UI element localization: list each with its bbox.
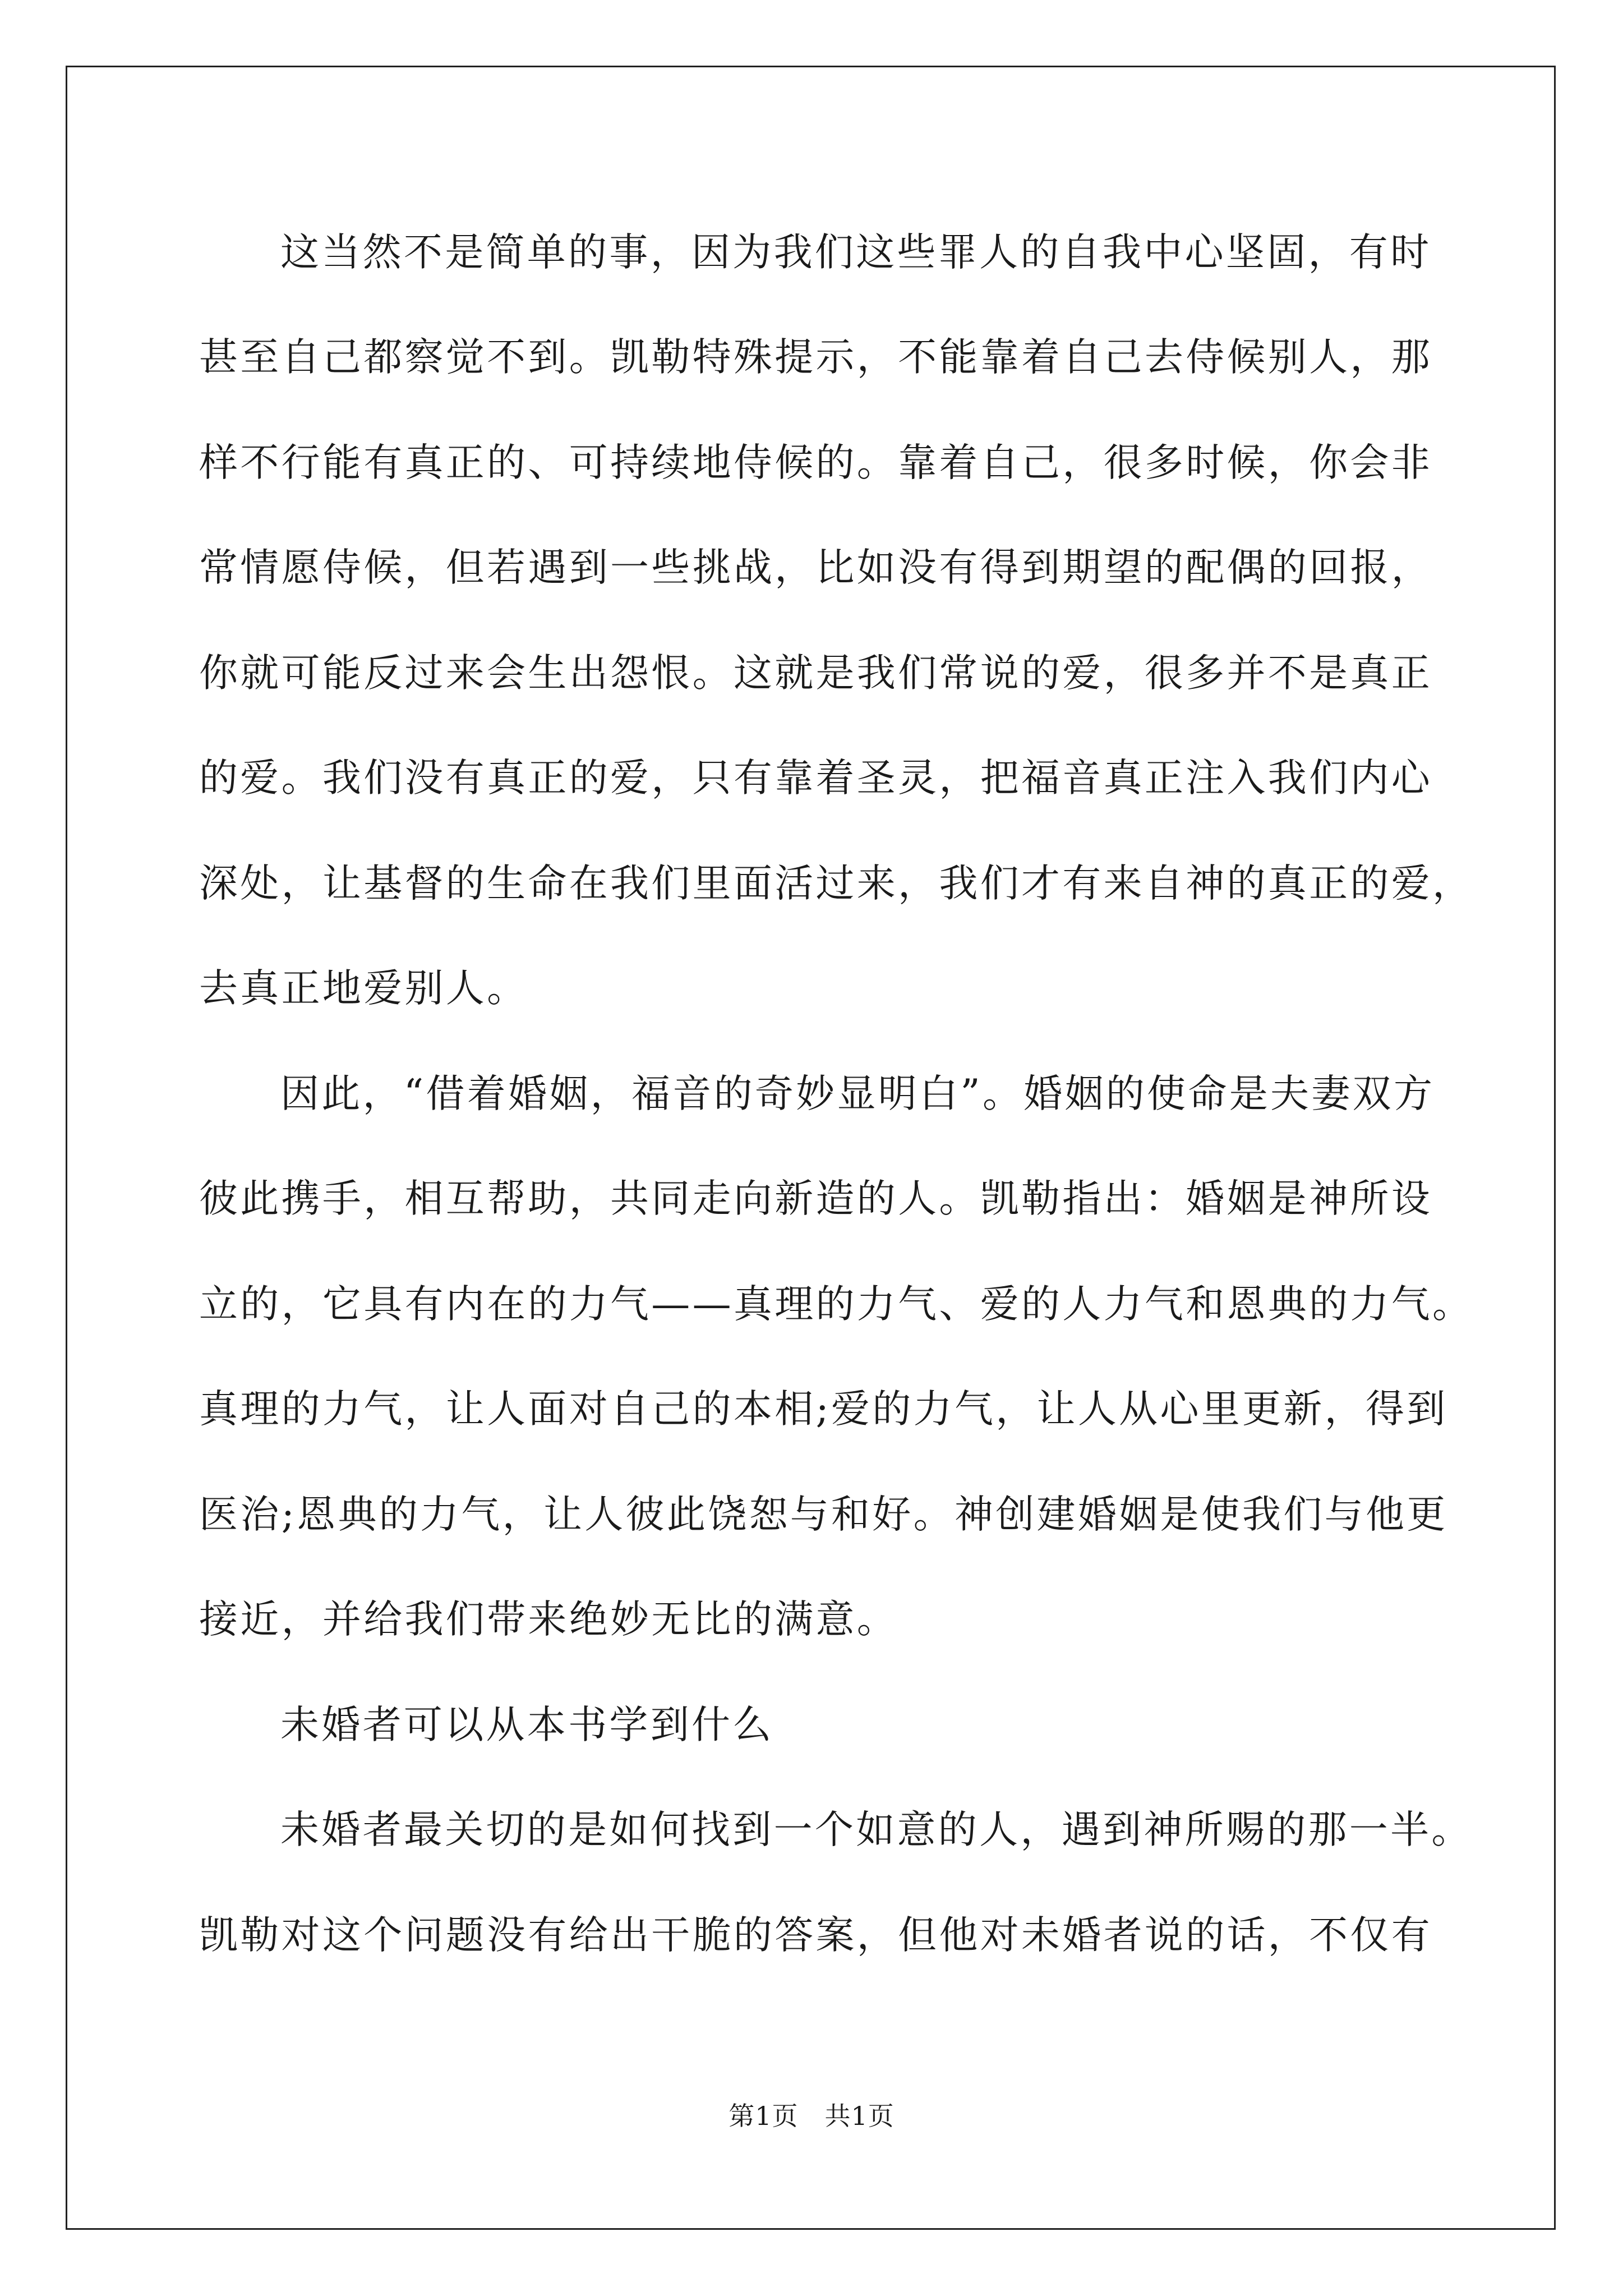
text-line: 未婚者最关切的是如何找到一个如意的人，遇到神所赐的那一半。 xyxy=(280,1807,1473,1852)
text-line: 因此，“借着婚姻，福音的奇妙显明白”。婚姻的使命是夫妻双方 xyxy=(280,1071,1435,1116)
text-line: 常情愿侍候，但若遇到一些挑战，比如没有得到期望的配偶的回报， xyxy=(199,545,1432,590)
text-line: 去真正地爱别人。 xyxy=(199,966,528,1011)
page-footer: 第1页 共1页 xyxy=(728,2101,895,2131)
text-line: 甚至自己都察觉不到。凯勒特殊提示，不能靠着自己去侍候别人，那 xyxy=(199,335,1432,380)
text-line: 医治;恩典的力气，让人彼此饶恕与和好。神创建婚姻是使我们与他更 xyxy=(199,1492,1448,1537)
text-line: 的爱。我们没有真正的爱，只有靠着圣灵，把福音真正注入我们内心 xyxy=(199,756,1432,800)
text-line: 凯勒对这个问题没有给出干脆的答案，但他对未婚者说的话，不仅有 xyxy=(199,1913,1432,1958)
text-line: 立的，它具有内在的力气——真理的力气、爱的人力气和恩典的力气。 xyxy=(199,1282,1474,1327)
text-line: 样不行能有真正的、可持续地侍候的。靠着自己，很多时候，你会非 xyxy=(199,440,1432,485)
text-line: 真理的力气，让人面对自己的本相;爱的力气，让人从心里更新，得到 xyxy=(199,1387,1448,1432)
section-heading: 未婚者可以从本书学到什么 xyxy=(280,1703,774,1747)
text-line: 这当然不是简单的事，因为我们这些罪人的自我中心坚固，有时 xyxy=(280,230,1432,275)
text-line: 深处，让基督的生命在我们里面活过来，我们才有来自神的真正的爱， xyxy=(199,861,1474,906)
text-line: 彼此携手，相互帮助，共同走向新造的人。凯勒指出：婚姻是神所设 xyxy=(199,1176,1432,1221)
text-line: 你就可能反过来会生出怨恨。这就是我们常说的爱，很多并不是真正 xyxy=(199,651,1432,696)
text-line: 接近，并给我们带来绝妙无比的满意。 xyxy=(199,1597,898,1642)
page-border xyxy=(66,66,1556,2230)
